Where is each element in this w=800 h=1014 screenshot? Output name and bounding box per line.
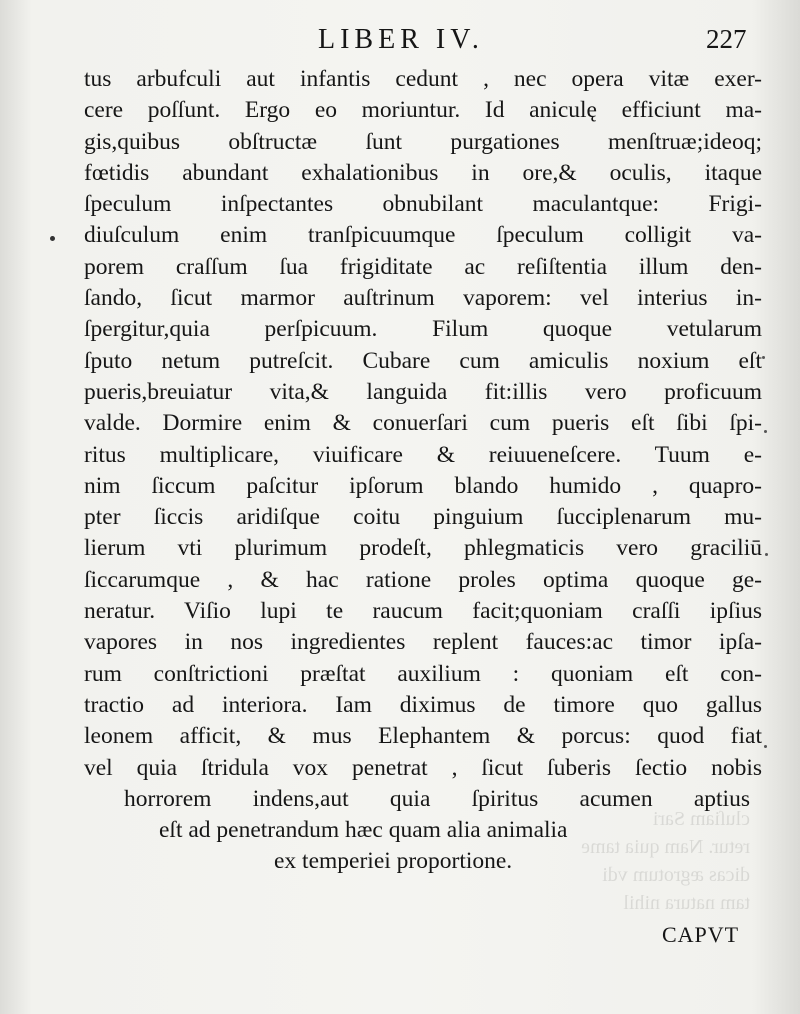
text-line: leonem afficit, & mus Elephantem & porcus: quod fiat — [84, 723, 762, 750]
text-line: eſt ad penetrandum hæc quam alia animalia — [159, 817, 568, 844]
page-number: 227 — [706, 24, 747, 54]
text-line: lierum vti plurimum prodeſt, phlegmaticis vero graciliū — [84, 535, 762, 562]
text-line: ſando, ſicut marmor auſtrinum vaporem: vel interius in- — [84, 285, 762, 312]
margin-mark — [50, 236, 55, 241]
text-line: ſpeculum inſpectantes obnubilant maculantque: Frigi- — [84, 191, 762, 218]
catchword: CAPVT — [662, 922, 740, 947]
text-line: tus arbufculi aut infantis cedunt , nec opera vitæ exer- — [84, 66, 762, 92]
text-line: gis,quibus obſtructæ ſunt purgationes menſtruæ;ideoq; — [84, 128, 762, 155]
running-head: LIBER IV. — [318, 24, 484, 55]
text-line: pter ſiccis aridiſque coitu pinguium ſucciplenarum mu- — [84, 504, 762, 531]
text-line: ſpergitur,quia perſpicuum. Filum quoque vetularum — [84, 316, 762, 343]
body-text — [84, 64, 762, 878]
text-line: vapores in nos ingredientes replent fauces:ac timor ipſa- — [84, 629, 762, 656]
text-line: diuſculum enim tranſpicuumque ſpeculum colligit va- — [84, 222, 762, 249]
margin-speck — [764, 430, 767, 433]
text-line: rum conſtrictioni præſtat auxilium : quoniam eſt con- — [84, 660, 762, 687]
margin-speck — [764, 745, 767, 748]
show-through-bleed: cluſiam Sari retur. Nam quia tame dicas ægrotum vdi tam natura nihil — [581, 808, 750, 914]
text-line: pueris,breuiatur vita,& languida fit:illis vero proficuum — [84, 378, 762, 405]
text-line: nim ſiccum paſcitur ipſorum blando humido , quapro- — [84, 472, 762, 499]
margin-speck — [762, 356, 765, 359]
text-line: porem craſſum ſua frigiditate ac reſiſtentia illum den- — [84, 253, 762, 280]
text-line: fœtidis abundant exhalationibus in ore,& oculis, itaque — [84, 159, 762, 186]
text-line: ritus multiplicare, viuificare & reiuueneſcere. Tuum e- — [84, 441, 762, 468]
text-line: valde. Dormire enim & conuerſari cum pueris eſt ſibi ſpi- — [84, 410, 762, 437]
text-line: cere poſſunt. Ergo eo moriuntur. Id aniculę efficiunt ma- — [84, 97, 762, 124]
text-line: ſputo netum putreſcit. Cubare cum amiculis noxium eſt — [84, 347, 762, 374]
text-line: vel quia ſtridula vox penetrat , ſicut ſuberis ſectio nobis — [84, 754, 762, 781]
margin-speck — [765, 553, 768, 556]
text-line: ex temperiei proportione. — [274, 848, 513, 875]
text-line: tractio ad interiora. Iam diximus de timore quo gallus — [84, 691, 762, 718]
page-header — [0, 24, 800, 58]
text-line: horrorem indens,aut quia ſpiritus acumen aptius — [124, 785, 750, 812]
text-line: ſiccarumque , & hac ratione proles optima quoque ge- — [84, 566, 762, 593]
text-line: neratur. Viſio lupi te raucum facit;quoniam craſſi ipſius — [84, 598, 762, 625]
